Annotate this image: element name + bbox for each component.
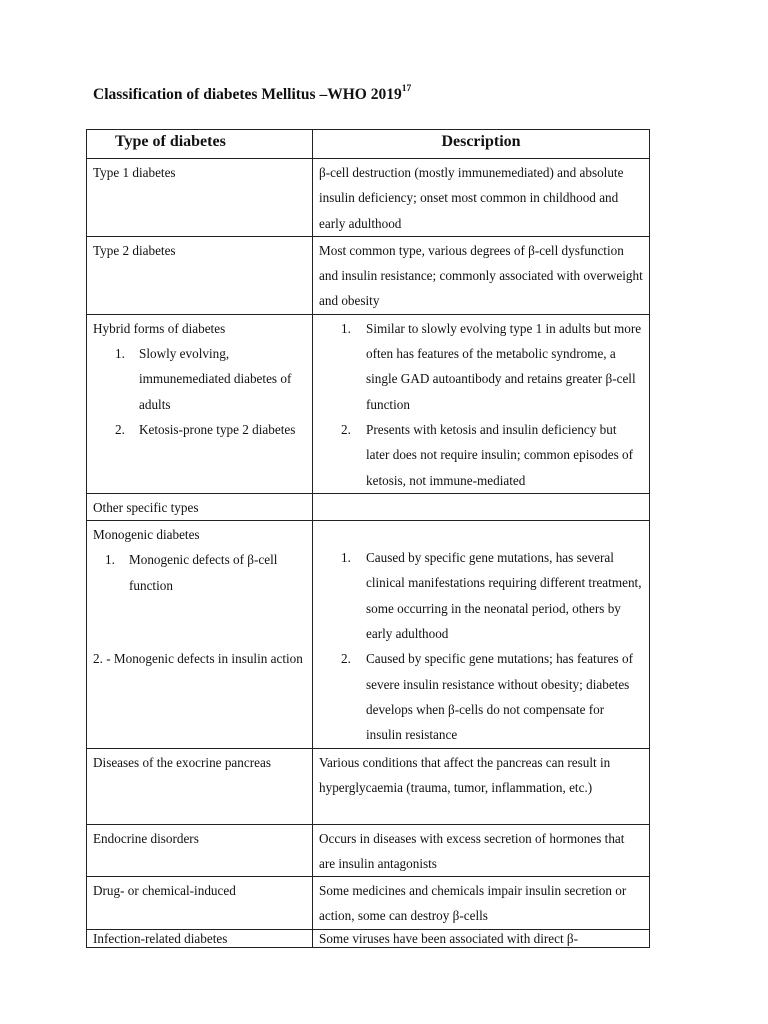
list-item: 1. Caused by specific gene mutations, has several clinical manifestations requiring different treatment, some occurring in the neonatal period, others by early adulthood [341,550,642,642]
list-item-text: Caused by specific gene mutations; has features of severe insulin resistance without obesity; diabetes develops when β-cells do not compensate for insulin resistance [366,651,633,743]
list-item: 1. Similar to slowly evolving type 1 in adults but more often has features of the metabolic syndrome, a single GAD autoantibody and retains greater β-cell function [341,320,642,412]
list-item-text: Monogenic defects of β-cell function [129,552,278,593]
table-row [87,877,650,930]
list-item: 2. Caused by specific gene mutations; has features of severe insulin resistance without obesity; diabetes develops when β-cells do not compensate for insulin resistance [341,651,633,743]
monogenic-subtype-list [93,547,306,598]
table-header-row [87,130,650,159]
table-row [87,748,650,824]
column-header-type: Type of diabetes [87,130,313,159]
column-header-description: Description [313,130,650,159]
description-cell: Occurs in diseases with excess secretion of hormones that are insulin antagonists [313,824,650,877]
type-cell: Other specific types [87,493,313,520]
table-row [87,824,650,877]
hybrid-heading: Hybrid forms of diabetes [93,320,226,336]
list-item: 2. Presents with ketosis and insulin deficiency but later does not require insulin; common episodes of ketosis, not immune-mediated [341,421,633,488]
description-cell [313,314,650,493]
list-item-text: Ketosis-prone type 2 diabetes [139,421,296,437]
monogenic-heading: Monogenic diabetes [93,527,200,543]
description-cell: β-cell destruction (mostly immunemediated) and absolute insulin deficiency; onset most common in childhood and early adulthood [313,159,650,237]
type-cell: Endocrine disorders [87,824,313,877]
description-cell: Most common type, various degrees of β-cell dysfunction and insulin resistance; commonly associated with overweight and obesity [313,236,650,314]
type-cell: Diseases of the exocrine pancreas [87,748,313,824]
hybrid-description-list [319,316,643,493]
list-item: 1. Slowly evolving, immunemediated diabetes of adults [115,346,292,412]
type-cell: Drug- or chemical-induced [87,877,313,930]
type-cell [87,521,313,748]
table-row [87,521,650,748]
table-row [87,929,650,947]
list-item: 2. Ketosis-prone type 2 diabetes [115,421,296,437]
table-row [87,493,650,520]
table-row [87,236,650,314]
description-cell [313,521,650,748]
type-cell: Infection-related diabetes [87,929,313,947]
table-row [87,159,650,237]
classification-table [86,129,650,948]
hybrid-subtype-list [93,341,306,442]
description-cell [313,493,650,520]
list-item-text: Similar to slowly evolving type 1 in adults but more often has features of the metabolic syndrome, a single GAD autoantibody and retains greater β-cell function [366,320,642,412]
title-text: Classification of diabetes Mellitus –WHO 2019 [93,86,402,104]
description-cell: Various conditions that affect the pancreas can result in hyperglycaemia (trauma, tumor, inflammation, etc.) [313,748,650,824]
list-item-text: Presents with ketosis and insulin deficiency but later does not require insulin; common episodes of ketosis, not immune-mediated [366,421,633,488]
list-item: 1. Monogenic defects of β-cell function [105,552,278,593]
list-item-text: Caused by specific gene mutations, has several clinical manifestations requiring different treatment, some occurring in the neonatal period, others by early adulthood [366,550,642,642]
type-cell [87,314,313,493]
type-cell: Type 2 diabetes [87,236,313,314]
monogenic-description-list [319,545,643,747]
list-item-text: Slowly evolving, immunemediated diabetes of adults [139,346,292,412]
page-title [93,86,411,104]
type-cell: Type 1 diabetes [87,159,313,237]
monogenic-subtype-2: 2. - Monogenic defects in insulin action [93,651,303,667]
description-cell: Some viruses have been associated with direct β- [313,929,650,947]
description-cell: Some medicines and chemicals impair insulin secretion or action, some can destroy β-cells [313,877,650,930]
title-citation: 17 [401,84,412,94]
table-row [87,314,650,493]
